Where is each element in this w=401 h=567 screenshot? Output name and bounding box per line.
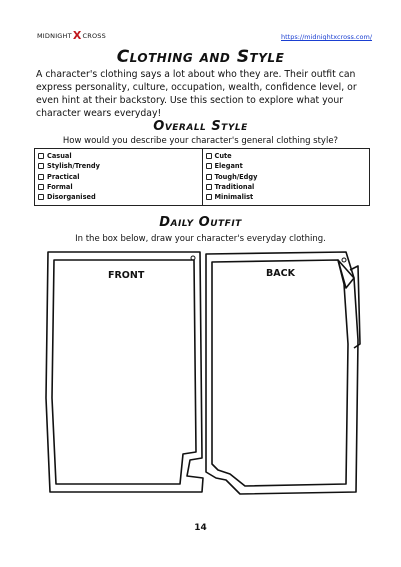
checkbox[interactable]: [38, 163, 44, 169]
logo-x-mark: X: [72, 29, 82, 42]
checkbox[interactable]: [206, 174, 212, 180]
checkbox[interactable]: [206, 153, 212, 159]
intro-paragraph: A character's clothing says a lot about who they are. Their outfit can express personality, culture, occupation, wealth, confidence level, or even hint at their backstory. Use this section to explore what your character wears everyday!: [36, 69, 357, 119]
front-panel-outline: [46, 252, 203, 492]
style-option[interactable]: [206, 182, 367, 192]
back-pin-dot: [342, 258, 346, 262]
daily-outfit-instruction: In the box below, draw your character's everyday clothing.: [75, 234, 326, 244]
checkbox[interactable]: [38, 184, 44, 190]
style-options-table: [34, 148, 370, 206]
checkbox[interactable]: [206, 184, 212, 190]
outfit-drawing-frame[interactable]: [40, 248, 362, 498]
checkbox[interactable]: [206, 194, 212, 200]
style-option[interactable]: [38, 161, 199, 171]
style-option[interactable]: [38, 172, 199, 182]
style-option-label: Traditional: [214, 183, 255, 192]
daily-outfit-heading: Daily Outfit: [159, 215, 242, 230]
back-panel-inner: [212, 260, 348, 486]
style-option-label: Tough/Edgy: [214, 172, 258, 181]
front-label: FRONT: [108, 270, 145, 281]
logo-text-right: CROSS: [82, 31, 106, 40]
back-panel-fold: [338, 260, 354, 288]
back-panel-outline: [206, 252, 358, 494]
style-options-left-column: [35, 149, 202, 205]
style-option-label: Stylish/Trendy: [47, 162, 100, 171]
page-title: Clothing and Style: [116, 47, 285, 67]
style-option[interactable]: [38, 182, 199, 192]
checkbox[interactable]: [206, 163, 212, 169]
style-option-label: Casual: [47, 152, 72, 161]
overall-style-heading: Overall Style: [153, 119, 248, 134]
style-option[interactable]: [206, 151, 367, 161]
style-option[interactable]: [206, 192, 367, 202]
brand-logo: [37, 30, 106, 41]
style-option[interactable]: [38, 192, 199, 202]
logo-text-left: MIDNIGHT: [37, 31, 72, 40]
style-option-label: Formal: [47, 183, 73, 192]
style-option-label: Minimalist: [214, 193, 254, 202]
style-options-right-column: [202, 149, 370, 205]
style-option-label: Cute: [214, 152, 232, 161]
style-option-label: Practical: [47, 172, 80, 181]
style-option[interactable]: [206, 172, 367, 182]
front-panel-inner: [52, 260, 196, 484]
style-option-label: Elegant: [214, 162, 243, 171]
checkbox[interactable]: [38, 194, 44, 200]
style-option[interactable]: [38, 151, 199, 161]
overall-style-question: How would you describe your character's general clothing style?: [62, 136, 339, 146]
style-option[interactable]: [206, 161, 367, 171]
style-option-label: Disorganised: [47, 193, 96, 202]
website-link[interactable]: https://midnightxcross.com/: [281, 33, 373, 41]
checkbox[interactable]: [38, 153, 44, 159]
back-label: BACK: [266, 268, 295, 279]
checkbox[interactable]: [38, 174, 44, 180]
page-number: 14: [194, 523, 207, 533]
